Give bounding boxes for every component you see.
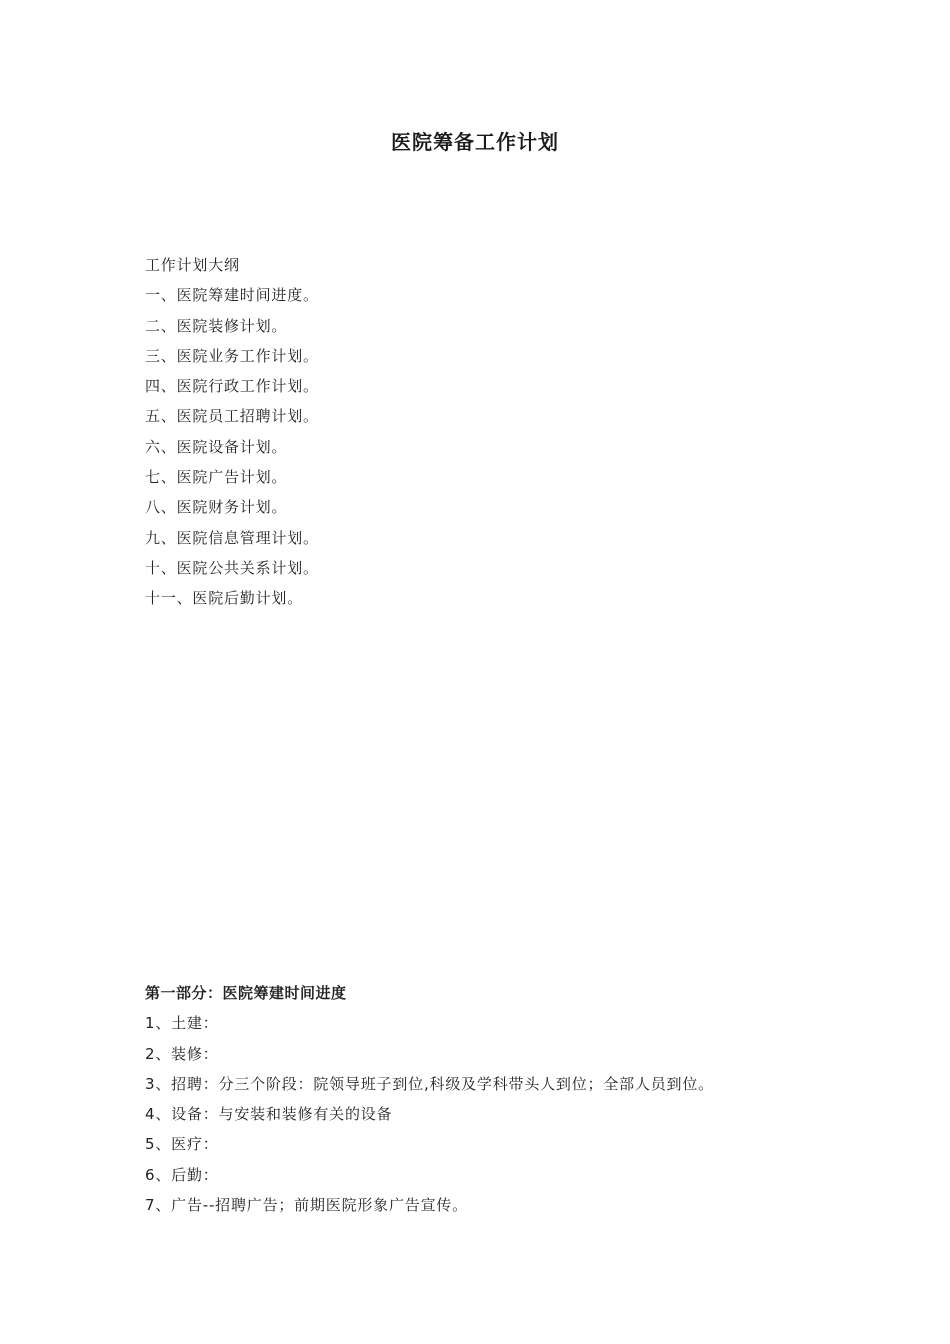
section-item: 7、广告--招聘广告；前期医院形象广告宣传。: [145, 1196, 468, 1215]
outline-item: 十、医院公共关系计划。: [145, 558, 319, 577]
section-item: 4、设备：与安装和装修有关的设备: [145, 1105, 393, 1124]
outline-item: 六、医院设备计划。: [145, 437, 288, 456]
outline-item: 二、医院装修计划。: [145, 316, 288, 335]
outline-item: 七、医院广告计划。: [145, 468, 288, 487]
outline-item: 十一、医院后勤计划。: [145, 589, 304, 608]
section-heading: 第一部分：医院筹建时间进度: [145, 984, 347, 1002]
section-item: 6、后勤：: [145, 1165, 219, 1184]
outline-item: 九、医院信息管理计划。: [145, 528, 319, 547]
outline-item: 三、医院业务工作计划。: [145, 346, 319, 365]
section-item: 1、土建：: [145, 1014, 219, 1033]
section-item: 2、装修：: [145, 1044, 219, 1063]
section-item: 3、招聘：分三个阶段：院领导班子到位,科级及学科带头人到位；全部人员到位。: [145, 1074, 714, 1093]
outline-item: 四、医院行政工作计划。: [145, 377, 319, 396]
outline-heading: 工作计划大纲: [145, 256, 240, 274]
part-one-section: [145, 978, 845, 1220]
section-item: 5、医疗：: [145, 1135, 219, 1154]
outline-item: 八、医院财务计划。: [145, 498, 288, 517]
outline-item: 一、医院筹建时间进度。: [145, 286, 319, 305]
work-plan-outline: [145, 250, 845, 614]
outline-item: 五、医院员工招聘计划。: [145, 407, 319, 426]
document-title: 医院筹备工作计划: [391, 130, 559, 154]
